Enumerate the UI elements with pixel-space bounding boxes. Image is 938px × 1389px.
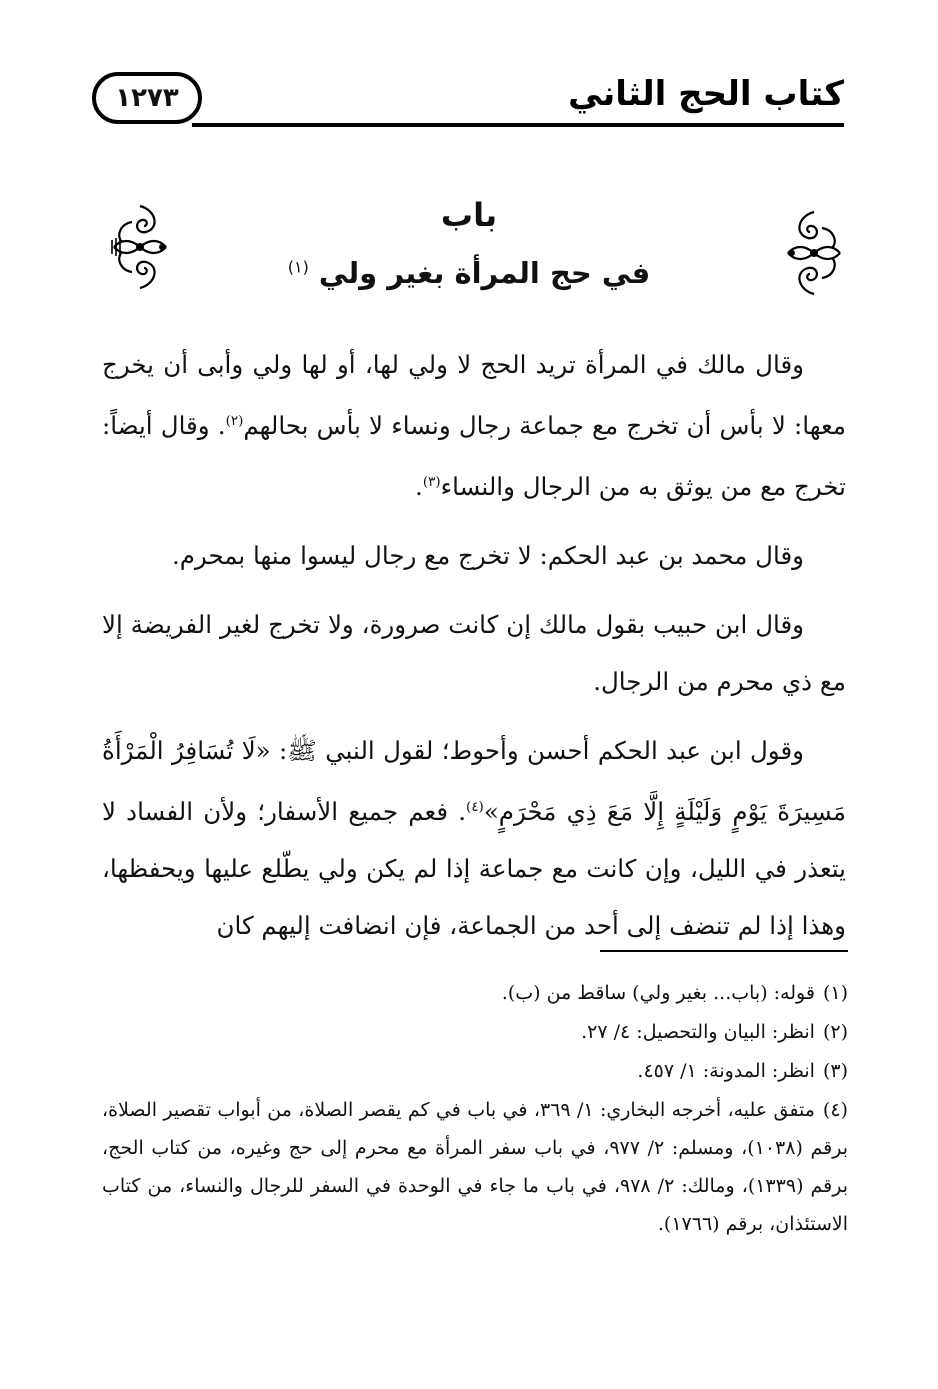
page-header [92, 66, 844, 136]
paragraph [102, 722, 846, 954]
page-number: ١٢٧٣ [115, 83, 179, 113]
footnote-ref: (١) [287, 257, 309, 277]
chapter-title-text: في حج المرأة بغير ولي [318, 256, 651, 290]
paragraph-text: وقال مالك في المرأة تريد الحج لا ولي لها، أو لها ولي وأبى أن يخرج معها: لا بأس أن تخرج مع جماعة رجال ونساء لا بأس بحالهم [102, 350, 846, 441]
footnote-ref: (٤) [466, 799, 484, 816]
paragraph-text: وقول ابن عبد الحكم أحسن وأحوط؛ لقول النبي ﷺ: «لَا تُسَافِرُ الْمَرْأَةُ مَسِيرَةَ يَوْمٍ وَلَيْلَةٍ إِلَّا مَعَ ذِي مَحْرَمٍ» [102, 736, 846, 827]
book-title: كتاب الحج الثاني [568, 74, 844, 114]
footnote [102, 1091, 848, 1243]
footnotes [102, 974, 848, 1244]
paragraph [102, 336, 846, 515]
footnote-ref: (٢) [225, 413, 244, 429]
footnote-text: متفق عليه، أخرجه البخاري: ١/ ٣٦٩، في باب في كم يقصر الصلاة، من أبواب تقصير الصلاة، برقم (١٠٣٨)، ومسلم: ٢/ ٩٧٧، في باب سفر المرأة مع محرم إلى حج وغيره، من كتاب الحج، برقم (١٣٣٩)، ومالك: ٢/ ٩٧٨، في باب ما جاء في الوحدة في السفر للرجال والنساء، من كتاب الاستئذان، برقم (١٧٦٦). [102, 1099, 848, 1235]
footnote-text: انظر: البيان والتحصيل: ٤/ ٢٧. [581, 1021, 815, 1043]
footnote-separator [600, 950, 848, 952]
footnote-text: انظر: المدونة: ١/ ٤٥٧. [637, 1060, 815, 1082]
footnote-text: قوله: (باب... بغير ولي) ساقط من (ب). [501, 982, 815, 1004]
footnote [102, 1013, 848, 1051]
footnote [102, 974, 848, 1012]
footnote-ref: (٣) [422, 474, 441, 491]
footnote-number: (٢) [822, 1021, 848, 1043]
paragraph: وقال محمد بن عبد الحكم: لا تخرج مع رجال ليسوا منها بمحرم. [171, 541, 804, 571]
paragraph-text: . وقال أيضاً: تخرج مع من يوثق به من الرجال والنساء [102, 411, 846, 502]
footnote-number: (٣) [822, 1060, 848, 1082]
page-number-badge [92, 72, 202, 124]
paragraph: وقال ابن حبيب بقول مالك إن كانت صرورة، ولا تخرج لغير الفريضة إلا مع ذي محرم من الرجال. [102, 610, 846, 697]
footnote-number: (١) [822, 982, 848, 1004]
footnote [102, 1052, 848, 1090]
chapter-title [0, 256, 938, 290]
chapter-label: باب [440, 196, 498, 234]
paragraph-text: . [415, 472, 423, 502]
main-text [102, 336, 846, 966]
paragraph-text: . فعم جميع الأسفار؛ ولأن الفساد لا يتعذر في الليل، وإن كانت مع جماعة إذا لم يكن ولي يطّلع عليها ويحفظها، وهذا إذا لم تنضف إلى أحد من الجماعة، فإن انضافت إليهم كان [102, 797, 846, 941]
header-rule [192, 123, 844, 127]
footnote-number: (٤) [822, 1099, 848, 1121]
